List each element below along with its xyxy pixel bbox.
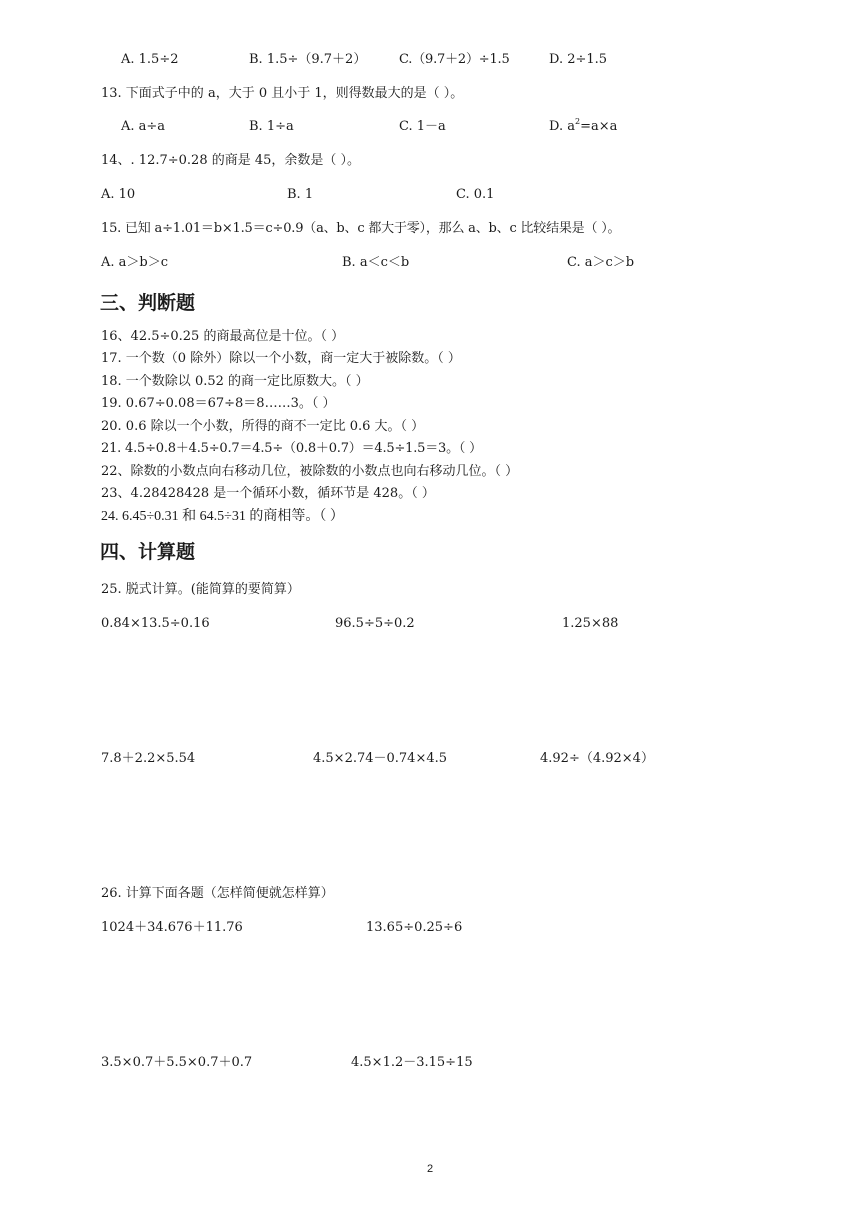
section-3-title: 三、判断题 bbox=[100, 292, 196, 314]
q26-stem: 26. 计算下面各题（怎样简便就怎样算） bbox=[101, 886, 334, 901]
q12-option-d: D. 2÷1.5 bbox=[549, 52, 608, 67]
judge-item-24: 24. 6.45÷0.31 和 64.5÷31 的商相等。（ ） bbox=[101, 509, 344, 524]
q13-option-d bbox=[549, 119, 617, 135]
judge-item-22: 22、除数的小数点向右移动几位，被除数的小数点也向右移动几位。（ ） bbox=[101, 464, 519, 479]
q26-expr-4: 4.5×1.2－3.15÷15 bbox=[351, 1055, 473, 1070]
q15-option-c: C. a＞c＞b bbox=[567, 255, 635, 270]
q14-stem: 14、. 12.7÷0.28 的商是 45，余数是（ ）。 bbox=[101, 153, 361, 168]
q13-option-d-rest: =a×a bbox=[580, 119, 618, 134]
q25-expr-4: 7.8＋2.2×5.54 bbox=[101, 751, 196, 766]
q13-option-d-exponent: 2 bbox=[574, 117, 581, 126]
q13-option-a: A. a÷a bbox=[121, 119, 166, 134]
judge-item-17: 17. 一个数（0 除外）除以一个小数，商一定大于被除数。（ ） bbox=[101, 351, 461, 366]
judge-item-18: 18. 一个数除以 0.52 的商一定比原数大。（ ） bbox=[101, 374, 369, 389]
q25-stem: 25. 脱式计算。(能简算的要简算） bbox=[101, 582, 300, 597]
q25-expr-6: 4.92÷（4.92×4） bbox=[540, 751, 654, 766]
judge-item-16: 16、42.5÷0.25 的商最高位是十位。（ ） bbox=[101, 329, 345, 344]
judge-item-20: 20. 0.6 除以一个小数，所得的商不一定比 0.6 大。（ ） bbox=[101, 419, 425, 434]
q15-option-b: B. a＜c＜b bbox=[342, 255, 410, 270]
q25-expr-1: 0.84×13.5÷0.16 bbox=[101, 616, 210, 631]
judge-item-23: 23、4.28428428 是一个循环小数，循环节是 428。（ ） bbox=[101, 486, 435, 501]
judge-item-19: 19. 0.67÷0.08＝67÷8＝8……3。（ ） bbox=[101, 396, 336, 411]
q14-option-a: A. 10 bbox=[101, 187, 136, 202]
q12-option-c: C.（9.7＋2）÷1.5 bbox=[399, 52, 510, 67]
page-number: 2 bbox=[426, 1163, 434, 1175]
q13-stem: 13. 下面式子中的 a，大于 0 且小于 1，则得数最大的是（ ）。 bbox=[101, 86, 464, 101]
q15-stem: 15. 已知 a÷1.01＝b×1.5＝c÷0.9（a、b、c 都大于零），那么 a、b、c 比较结果是（ ）。 bbox=[101, 221, 621, 236]
q26-expr-2: 13.65÷0.25÷6 bbox=[366, 920, 463, 935]
q25-expr-3: 1.25×88 bbox=[562, 616, 619, 631]
q14-option-b: B. 1 bbox=[287, 187, 314, 202]
q25-expr-2: 96.5÷5÷0.2 bbox=[335, 616, 415, 631]
q13-option-d-base: D. a bbox=[549, 119, 575, 134]
q15-option-a: A. a＞b＞c bbox=[101, 255, 169, 270]
q25-expr-5: 4.5×2.74－0.74×4.5 bbox=[313, 751, 448, 766]
section-4-title: 四、计算题 bbox=[100, 541, 196, 563]
q26-expr-3: 3.5×0.7＋5.5×0.7＋0.7 bbox=[101, 1055, 253, 1070]
q12-option-b: B. 1.5÷（9.7＋2） bbox=[249, 52, 367, 67]
q13-option-b: B. 1÷a bbox=[249, 119, 294, 134]
q12-option-a: A. 1.5÷2 bbox=[121, 52, 179, 67]
judge-item-21: 21. 4.5÷0.8＋4.5÷0.7＝4.5÷（0.8＋0.7）＝4.5÷1.5＝3。（ ） bbox=[101, 441, 482, 456]
q26-expr-1: 1024＋34.676＋11.76 bbox=[101, 920, 243, 935]
q13-option-c: C. 1－a bbox=[399, 119, 446, 134]
q14-option-c: C. 0.1 bbox=[456, 187, 495, 202]
